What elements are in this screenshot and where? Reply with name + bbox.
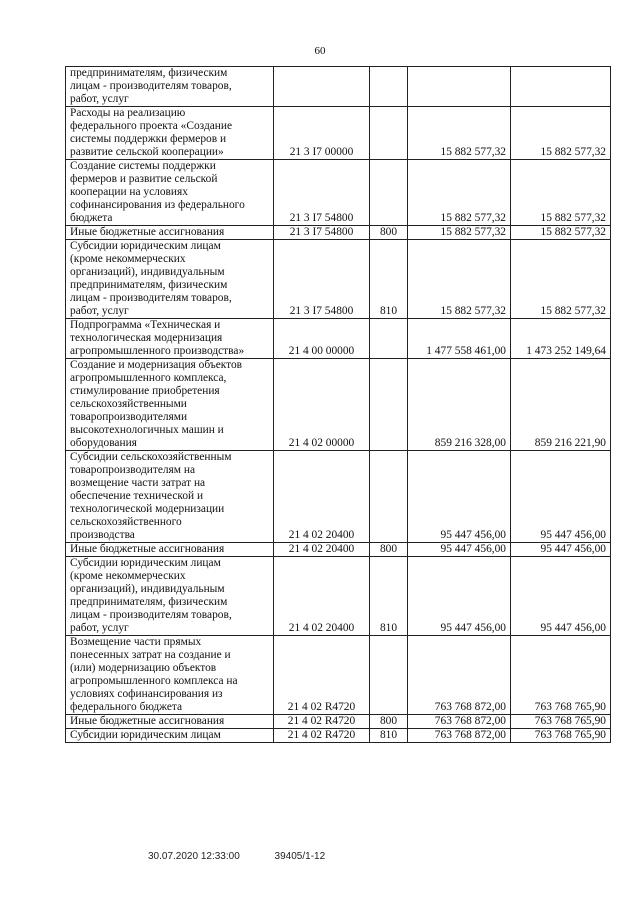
row-code: 21 4 02 20400 bbox=[274, 451, 370, 543]
budget-table bbox=[65, 66, 611, 743]
row-code: 21 4 02 R4720 bbox=[274, 715, 370, 729]
row-amount-1: 15 882 577,32 bbox=[408, 240, 511, 319]
row-type bbox=[370, 359, 408, 451]
row-amount-1: 859 216 328,00 bbox=[408, 359, 511, 451]
row-amount-2: 95 447 456,00 bbox=[511, 543, 611, 557]
row-amount-2 bbox=[511, 67, 611, 107]
row-name: Расходы на реализацию федерального проекта «Создание системы поддержки фермеров и развитие сельской кооперации» bbox=[66, 107, 274, 160]
row-amount-1: 15 882 577,32 bbox=[408, 107, 511, 160]
table-row bbox=[66, 226, 611, 240]
row-name: Возмещение части прямых понесенных затрат на создание и (или) модернизацию объектов агропромышленного комплекса на условиях софинансирования из федерального бюджета bbox=[66, 636, 274, 715]
row-name: Иные бюджетные ассигнования bbox=[66, 715, 274, 729]
row-amount-2: 763 768 765,90 bbox=[511, 636, 611, 715]
row-amount-1: 15 882 577,32 bbox=[408, 160, 511, 226]
row-amount-1: 763 768 872,00 bbox=[408, 636, 511, 715]
footer-timestamp: 30.07.2020 12:33:00 bbox=[148, 851, 240, 862]
table-row bbox=[66, 543, 611, 557]
row-type bbox=[370, 67, 408, 107]
row-code: 21 3 I7 00000 bbox=[274, 107, 370, 160]
row-type: 810 bbox=[370, 240, 408, 319]
row-code: 21 3 I7 54800 bbox=[274, 226, 370, 240]
row-amount-1: 95 447 456,00 bbox=[408, 451, 511, 543]
row-type: 800 bbox=[370, 543, 408, 557]
row-amount-2: 763 768 765,90 bbox=[511, 715, 611, 729]
row-amount-1: 763 768 872,00 bbox=[408, 729, 511, 743]
table-row bbox=[66, 729, 611, 743]
row-amount-1: 95 447 456,00 bbox=[408, 543, 511, 557]
row-code bbox=[274, 67, 370, 107]
row-amount-1: 95 447 456,00 bbox=[408, 557, 511, 636]
row-amount-2: 95 447 456,00 bbox=[511, 451, 611, 543]
table-row bbox=[66, 107, 611, 160]
row-amount-2: 15 882 577,32 bbox=[511, 240, 611, 319]
row-amount-2: 95 447 456,00 bbox=[511, 557, 611, 636]
row-type bbox=[370, 451, 408, 543]
row-name: предпринимателям, физическим лицам - производителям товаров, работ, услуг bbox=[66, 67, 274, 107]
row-type bbox=[370, 160, 408, 226]
page-number: 60 bbox=[314, 45, 326, 57]
row-type bbox=[370, 319, 408, 359]
table-row bbox=[66, 451, 611, 543]
row-type: 810 bbox=[370, 557, 408, 636]
row-code: 21 4 02 R4720 bbox=[274, 636, 370, 715]
table-row bbox=[66, 636, 611, 715]
row-name: Субсидии юридическим лицам (кроме некоммерческих организаций), индивидуальным предпринимателям, физическим лицам - производителям товаров, работ, услуг bbox=[66, 557, 274, 636]
row-amount-2: 763 768 765,90 bbox=[511, 729, 611, 743]
row-amount-1: 763 768 872,00 bbox=[408, 715, 511, 729]
row-name: Создание системы поддержки фермеров и развитие сельской кооперации на условиях софинансирования из федерального бюджета bbox=[66, 160, 274, 226]
row-name: Иные бюджетные ассигнования bbox=[66, 226, 274, 240]
row-code: 21 4 02 20400 bbox=[274, 557, 370, 636]
row-type: 800 bbox=[370, 715, 408, 729]
table-row bbox=[66, 160, 611, 226]
row-amount-1: 1 477 558 461,00 bbox=[408, 319, 511, 359]
row-amount-2: 15 882 577,32 bbox=[511, 226, 611, 240]
table-row bbox=[66, 240, 611, 319]
row-name: Создание и модернизация объектов агропромышленного комплекса, стимулирование приобретения сельскохозяйственными товаропроизводителями высокотехнологичных машин и оборудования bbox=[66, 359, 274, 451]
table-row bbox=[66, 715, 611, 729]
row-code: 21 4 02 R4720 bbox=[274, 729, 370, 743]
row-type bbox=[370, 107, 408, 160]
row-name: Субсидии юридическим лицам (кроме некоммерческих организаций), индивидуальным предпринимателям, физическим лицам - производителям товаров, работ, услуг bbox=[66, 240, 274, 319]
row-type bbox=[370, 636, 408, 715]
row-amount-2: 15 882 577,32 bbox=[511, 160, 611, 226]
row-code: 21 4 00 00000 bbox=[274, 319, 370, 359]
table-row bbox=[66, 359, 611, 451]
row-code: 21 4 02 20400 bbox=[274, 543, 370, 557]
row-amount-1: 15 882 577,32 bbox=[408, 226, 511, 240]
table-row bbox=[66, 67, 611, 107]
row-code: 21 3 I7 54800 bbox=[274, 240, 370, 319]
row-name: Субсидии юридическим лицам bbox=[66, 729, 274, 743]
table-row bbox=[66, 319, 611, 359]
row-amount-2: 1 473 252 149,64 bbox=[511, 319, 611, 359]
row-type: 800 bbox=[370, 226, 408, 240]
row-amount-2: 859 216 221,90 bbox=[511, 359, 611, 451]
row-amount-1 bbox=[408, 67, 511, 107]
row-type: 810 bbox=[370, 729, 408, 743]
document-footer bbox=[148, 851, 357, 862]
row-code: 21 4 02 00000 bbox=[274, 359, 370, 451]
row-code: 21 3 I7 54800 bbox=[274, 160, 370, 226]
row-name: Иные бюджетные ассигнования bbox=[66, 543, 274, 557]
row-name: Субсидии сельскохозяйственным товаропроизводителям на возмещение части затрат на обеспечение технической и технологической модернизации сельскохозяйственного производства bbox=[66, 451, 274, 543]
row-amount-2: 15 882 577,32 bbox=[511, 107, 611, 160]
row-name: Подпрограмма «Техническая и технологическая модернизация агропромышленного производства» bbox=[66, 319, 274, 359]
table-row bbox=[66, 557, 611, 636]
footer-doc-id: 39405/1-12 bbox=[274, 851, 326, 862]
